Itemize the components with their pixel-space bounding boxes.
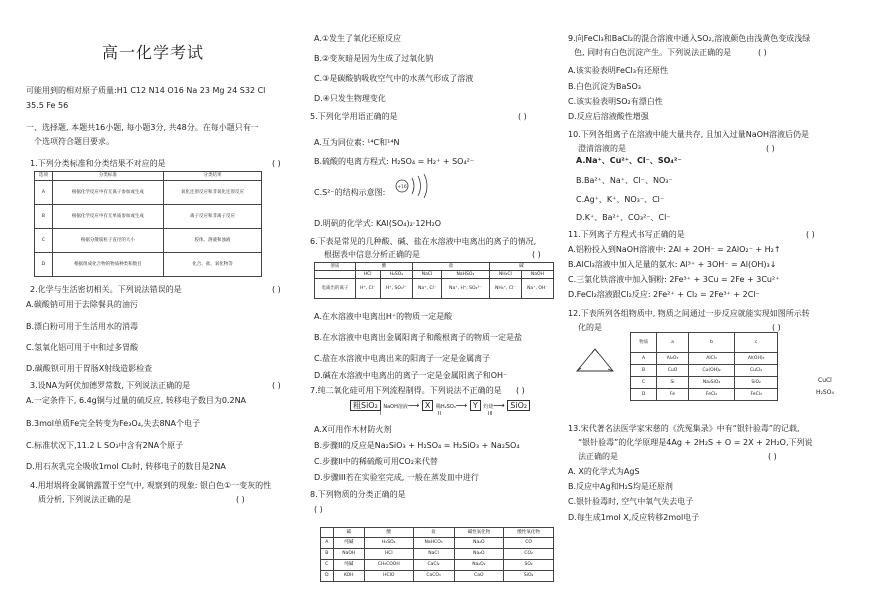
- q5-option-a: A.互为同位素: ¹⁴C和¹⁴N: [314, 138, 400, 147]
- section-heading-1: 一、选择题, 本题共16小题, 每小题3分, 共48分。在每小题只有一: [26, 123, 259, 132]
- q13-option-c: C.银针验毒时, 空气中氧气失去电子: [568, 497, 694, 506]
- q12-cell: FeCl₂: [688, 389, 734, 401]
- q12-header: a: [657, 333, 689, 353]
- q4-stem-line-1: 4.用坩埚将金属钠露置于空气中, 观察到的现象: 银白色①一变灰的性: [30, 481, 272, 490]
- arrow-icon: ⟶: [407, 401, 420, 410]
- q1-table: [34, 171, 262, 277]
- q6-header: 碱: [489, 263, 553, 271]
- q12-side-label: CuCl: [818, 377, 832, 384]
- q7-option-b: B.步骤II的反应是Na₂SiO₃ + H₂SO₄ = H₂SiO₃ + Na₂SO₄: [314, 441, 520, 450]
- q6-stem-line-2: 根据表中信息分析正确的是: [324, 250, 420, 259]
- q10-stem-line-1: 10.下列各组离子在溶液中能大量共存, 且加入过量NaOH溶液后仍是: [568, 130, 810, 139]
- q8-cell: D: [321, 571, 334, 582]
- q7-flow-box: X: [422, 400, 433, 411]
- q7-option-c: C.步骤II中的稀硫酸可用CO₂来代替: [314, 457, 438, 466]
- q6-cell: Na⁺, Cl⁻: [413, 279, 442, 299]
- q6-cell: H⁺, SO₄²⁻: [380, 279, 413, 299]
- q12-cell: Fe: [657, 389, 689, 401]
- q8-cell: C: [321, 560, 334, 571]
- q2-option-b: B.漂白粉可用于生活用水的消毒: [26, 322, 139, 331]
- q11-stem: 11.下列离子方程式书写正确的是: [568, 230, 685, 239]
- q9-option-b: B.白色沉淀为BaSO₃: [568, 82, 642, 91]
- q8-cell: KOH: [333, 571, 364, 582]
- q7-option-a: A.X可用作木材防火剂: [314, 425, 392, 434]
- q8-cell: CaO: [454, 571, 504, 582]
- q13-stem-line-1: 13.宋代著名法医学家宋慈的《洗冤集录》中有“银针验毒”的记载,: [568, 424, 800, 433]
- q12-cell: CuO: [657, 365, 689, 377]
- q8-header: 酸: [364, 528, 413, 538]
- q4-option-c: C.③是碳酸钠吸收空气中的水蒸气形成了溶液: [314, 74, 474, 83]
- q2-option-a: A.碳酸钠可用于去除餐具的油污: [26, 300, 138, 309]
- q12-cell: Cu(OH)₂: [688, 365, 734, 377]
- q10-option-a: A.Na⁺、Cu²⁺、Cl⁻、SO₄²⁻: [576, 156, 682, 165]
- q2-option-d: D.碳酸钡可用于胃肠X射线造影检查: [26, 364, 153, 373]
- arrow-icon: ⟶: [493, 401, 505, 410]
- q7-reagent: NaOH溶液: [383, 404, 408, 410]
- q8-cell: NaOH: [333, 549, 364, 560]
- q9-answer-bracket: ( ): [758, 48, 767, 57]
- q12-header: c: [735, 333, 778, 353]
- q9-option-d: D.反应后溶液酸性增强: [568, 112, 649, 121]
- q8-cell: HClO: [364, 571, 413, 582]
- q1-cell: 根据化学反应中有无单质参加或生成: [52, 205, 163, 229]
- q1-cell: D: [35, 253, 53, 277]
- q13-option-a: A. X的化学式为AgS: [568, 467, 640, 476]
- q6-cell: 电离出的离子: [315, 279, 356, 299]
- q2-answer-bracket: ( ): [272, 285, 281, 294]
- q1-cell: 根据分散质粒子直径的大小: [52, 229, 163, 253]
- q8-cell: 纯碱: [333, 560, 364, 571]
- q9-option-a: A.该实验表明FeCl₃有还原性: [568, 66, 668, 75]
- q6-option-a: A.在水溶液中电离出H⁺的物质一定是酸: [314, 312, 453, 321]
- q7-answer-bracket: ( ): [516, 386, 525, 395]
- q8-cell: CH₃COOH: [364, 560, 413, 571]
- q6-option-d: D.碱在水溶液中电离出的离子一定是金属阳离子和OH⁻: [314, 371, 508, 380]
- q8-header: 碱: [333, 528, 364, 538]
- q1-cell: 氧化还原反应和非氧化还原反应: [164, 181, 262, 205]
- q1-stem: 1.下列分类标准和分类结果不对应的是: [30, 159, 166, 168]
- q4-answer-bracket: ( ): [236, 495, 245, 504]
- q12-cell: Al(OH)₃: [735, 353, 778, 365]
- q11-answer-bracket: ( ): [806, 230, 815, 239]
- q5-option-c: C.S²⁻的结构示意图:: [314, 188, 386, 197]
- q6-cell: H⁺, Cl⁻: [355, 279, 380, 299]
- q1-header: 分类标准: [52, 172, 163, 181]
- q8-cell: CO₂: [504, 549, 554, 560]
- q1-cell: 胶体、溶液和浊液: [164, 229, 262, 253]
- q7-step-label: III: [488, 411, 493, 417]
- q12-cell: A: [631, 353, 657, 365]
- q6-cell: Na⁺, OH⁻: [521, 279, 553, 299]
- atomic-mass-line-1: 可能用到的相对原子质量:H1 C12 N14 O16 Na 23 Mg 24 S32 Cl: [26, 86, 266, 95]
- q5-option-d: D.明矾的化学式: KAl(SO₄)₂·12H₂O: [314, 219, 442, 228]
- q8-stem: 8.下列物质的分类正确的是: [310, 490, 406, 499]
- triangle-cycle-diagram: [572, 346, 618, 376]
- q8-cell: CO: [504, 538, 554, 549]
- q12-cell: B: [631, 365, 657, 377]
- q1-header: 选项: [35, 172, 53, 181]
- q7-reagent: 稀H₂SO₄: [435, 404, 456, 410]
- q2-stem: 2.化学与生活密切相关。下列说法错误的是: [30, 285, 182, 294]
- q8-cell: Na₂O: [454, 538, 504, 549]
- page-title: 高一化学考试: [102, 43, 205, 62]
- q6-table: [314, 262, 554, 299]
- q11-option-a: A.铝粉投入到NaOH溶液中: 2Al + 2OH⁻ = 2AlO₂⁻ + H₂↑: [568, 245, 781, 254]
- q13-option-b: B.反应中Ag和H₂S均是还原剂: [568, 482, 673, 491]
- q8-header: [321, 528, 334, 538]
- q8-cell: A: [321, 538, 334, 549]
- svg-text:+16: +16: [397, 185, 407, 190]
- q12-cell: Si: [657, 377, 689, 389]
- q7-flow-box: Y: [470, 400, 481, 411]
- q6-cell: NaOH: [521, 271, 553, 279]
- q1-cell: 化合、盐、氧化物等: [164, 253, 262, 277]
- q7-reagent: 灼烧: [483, 404, 494, 410]
- q7-step-label: I: [380, 411, 382, 417]
- q12-cell: Al₂O₃: [657, 353, 689, 365]
- q12-answer-bracket: ( ): [772, 323, 781, 332]
- q12-cell: SiO₂: [735, 377, 778, 389]
- q4-option-d: D.④只发生物理变化: [314, 94, 386, 103]
- q10-option-c: C.Ag⁺、K⁺、NO₃⁻、Cl⁻: [576, 195, 665, 204]
- q8-cell: CaCO₃: [413, 571, 454, 582]
- q8-cell: SO₂: [504, 560, 554, 571]
- q1-cell: 根据组成化合物的物质种类和数目: [52, 253, 163, 277]
- q5-stem: 5.下列化学用语正确的是: [310, 112, 398, 121]
- q2-option-c: C.氢氧化铝可用于中和过多胃酸: [26, 343, 139, 352]
- q8-cell: NaCl: [413, 549, 454, 560]
- q7-flow-chart: [350, 401, 530, 411]
- q4-option-b: B.②变灰暗是因为生成了过氧化钠: [314, 54, 434, 63]
- q7-flow-box: SiO₂: [507, 400, 530, 411]
- q4-stem-line-2: 质分析, 下列说法正确的是: [38, 495, 132, 504]
- q3-option-a: A.一定条件下, 6.4g铜与过量的硫反应, 转移电子数目为0.2NA: [26, 396, 247, 405]
- q12-cell: C: [631, 377, 657, 389]
- q8-cell: SiO₂: [504, 571, 554, 582]
- q8-cell: CaCl₂: [413, 560, 454, 571]
- q10-option-b: B.Ba²⁺、Na⁺、Cl⁻、NO₃⁻: [576, 176, 673, 185]
- q6-cell: Na⁺, H⁺, SO₄²⁻: [441, 279, 489, 299]
- q12-header: b: [688, 333, 734, 353]
- q13-option-d: D.每生成1mol X,反应转移2mol电子: [568, 513, 700, 522]
- q9-stem-line-2: 色, 同时有白色沉淀产生。下列说法正确的是: [574, 48, 732, 57]
- q10-option-d: D.K⁺、Ba²⁺、CO₃²⁻、Cl⁻: [576, 213, 671, 222]
- q11-option-b: B.AlCl₃溶液中加入足量的氨水: Al³⁺ + 3OH⁻ = Al(OH)₃↓: [568, 260, 777, 269]
- q8-header: 盐: [413, 528, 454, 538]
- q13-answer-bracket: ( ): [768, 452, 777, 461]
- q6-cell: NaCl: [413, 271, 442, 279]
- q1-answer-bracket: ( ): [272, 159, 281, 168]
- s2-ion-structure-diagram: [390, 172, 440, 202]
- q8-cell: H₂SO₄: [364, 538, 413, 549]
- q9-option-c: C.该实验表明SO₂有漂白性: [568, 97, 663, 106]
- q1-cell: 离子反应和非离子反应: [164, 205, 262, 229]
- q8-cell: HCl: [364, 549, 413, 560]
- arrow-icon: ⟶: [455, 401, 468, 410]
- q13-stem-line-3: 法正确的是: [578, 452, 618, 461]
- q3-option-d: D.用石灰乳完全吸收1mol Cl₂时, 转移电子的数目是2NA: [26, 462, 226, 471]
- q6-answer-bracket: ( ): [532, 250, 541, 259]
- q1-cell: A: [35, 181, 53, 205]
- q12-header: 物质: [631, 333, 657, 353]
- q12-cell: FeCl₃: [735, 389, 778, 401]
- q10-answer-bracket: ( ): [766, 144, 775, 153]
- q4-option-a: A.①发生了氧化还原反应: [314, 34, 402, 43]
- q6-option-c: C.盐在水溶液中电离出来的阳离子一定是金属离子: [314, 354, 491, 363]
- q8-cell: 纯碱: [333, 538, 364, 549]
- q3-stem: 3.设NA为阿伏加德罗常数, 下列说法正确的是: [30, 381, 191, 390]
- q10-stem-line-2: 澄清溶液的是: [578, 144, 626, 153]
- q9-stem-line-1: 9.向FeCl₃和BaCl₂的混合溶液中通入SO₂,溶液颜色由浅黄色变成浅绿: [568, 34, 811, 43]
- q6-cell: NH₄⁺, Cl⁻: [489, 279, 521, 299]
- q6-cell: [315, 271, 356, 279]
- q12-cell: Na₂SiO₃: [688, 377, 734, 389]
- q3-option-c: C.标准状况下,11.2 L SO₃中含有2NA个原子: [26, 441, 184, 450]
- q12-stem-line-1: 12.下表所列各组物质中, 物质之间通过一步反应就能实现如图所示转: [568, 309, 810, 318]
- q6-stem-line-1: 6.下表是常见的几种酸、碱、盐在水溶液中电离出的离子的情况,: [310, 237, 537, 246]
- q12-cell: AlCl₃: [688, 353, 734, 365]
- q11-option-d: D.FeCl₂溶液跟Cl₂反应: 2Fe²⁺ + Cl₂ = 2Fe³⁺ + 2Cl⁻: [568, 290, 760, 299]
- q3-option-b: B.3mol单质Fe完全转变为Fe₃O₄,失去8NA个电子: [26, 419, 201, 428]
- atomic-mass-line-2: 35.5 Fe 56: [26, 101, 69, 110]
- q7-flow-box: 粗SiO₂: [350, 400, 381, 411]
- q6-cell: NH₄Cl: [489, 271, 521, 279]
- q1-cell: B: [35, 205, 53, 229]
- q8-header: 碱性氧化物: [454, 528, 504, 538]
- q1-cell: 根据化学反应中有无离子参加或生成: [52, 181, 163, 205]
- q6-cell: HCl: [355, 271, 380, 279]
- q7-step-label: II: [438, 411, 441, 417]
- q6-header: 溶质: [315, 263, 356, 271]
- q8-cell: B: [321, 549, 334, 560]
- q8-table: [320, 527, 554, 582]
- q12-side-label: H₂SO₄: [816, 389, 834, 396]
- q12-cell: D: [631, 389, 657, 401]
- q6-header: 酸: [355, 263, 413, 271]
- q1-header: 分类结果: [164, 172, 262, 181]
- q6-option-b: B.在水溶液中电离出金属阳离子和酸根离子的物质一定是盐: [314, 333, 523, 342]
- q11-option-c: C.三氯化铁溶液中加入铜粉: 2Fe³⁺ + 3Cu = 2Fe + 3Cu²⁺: [568, 275, 780, 284]
- q12-cell: CuCl₂: [735, 365, 778, 377]
- q5-answer-bracket: ( ): [518, 112, 527, 121]
- q8-cell: Na₂O₂: [454, 560, 504, 571]
- q6-cell: H₂SO₄: [380, 271, 413, 279]
- q5-option-b: B.硫酸的电离方程式: H₂SO₄ = H₂⁺ + SO₄²⁻: [314, 157, 475, 166]
- q6-cell: NaHSO₄: [441, 271, 489, 279]
- q12-stem-line-2: 化的是: [578, 323, 602, 332]
- q7-stem: 7.纯二氧化硅可用下列流程制得。下列说法不正确的是: [310, 386, 502, 395]
- q8-answer-bracket: ( ): [314, 505, 323, 514]
- section-heading-2: 个选项符合题目要求。: [34, 137, 114, 146]
- q3-answer-bracket: ( ): [272, 381, 281, 390]
- q8-cell: Na₂O: [454, 549, 504, 560]
- q1-cell: C: [35, 229, 53, 253]
- q7-option-d: D.步骤III若在实验室完成, 一般在蒸发皿中进行: [314, 473, 479, 482]
- q12-table: [630, 332, 778, 401]
- q6-header: 盐: [413, 263, 490, 271]
- q8-header: 酸性氧化物: [504, 528, 554, 538]
- q13-stem-line-2: “银针验毒”的化学原理是4Ag + 2H₂S + O = 2X + 2H₂O,下列说: [578, 438, 813, 447]
- q8-cell: NaHCO₃: [413, 538, 454, 549]
